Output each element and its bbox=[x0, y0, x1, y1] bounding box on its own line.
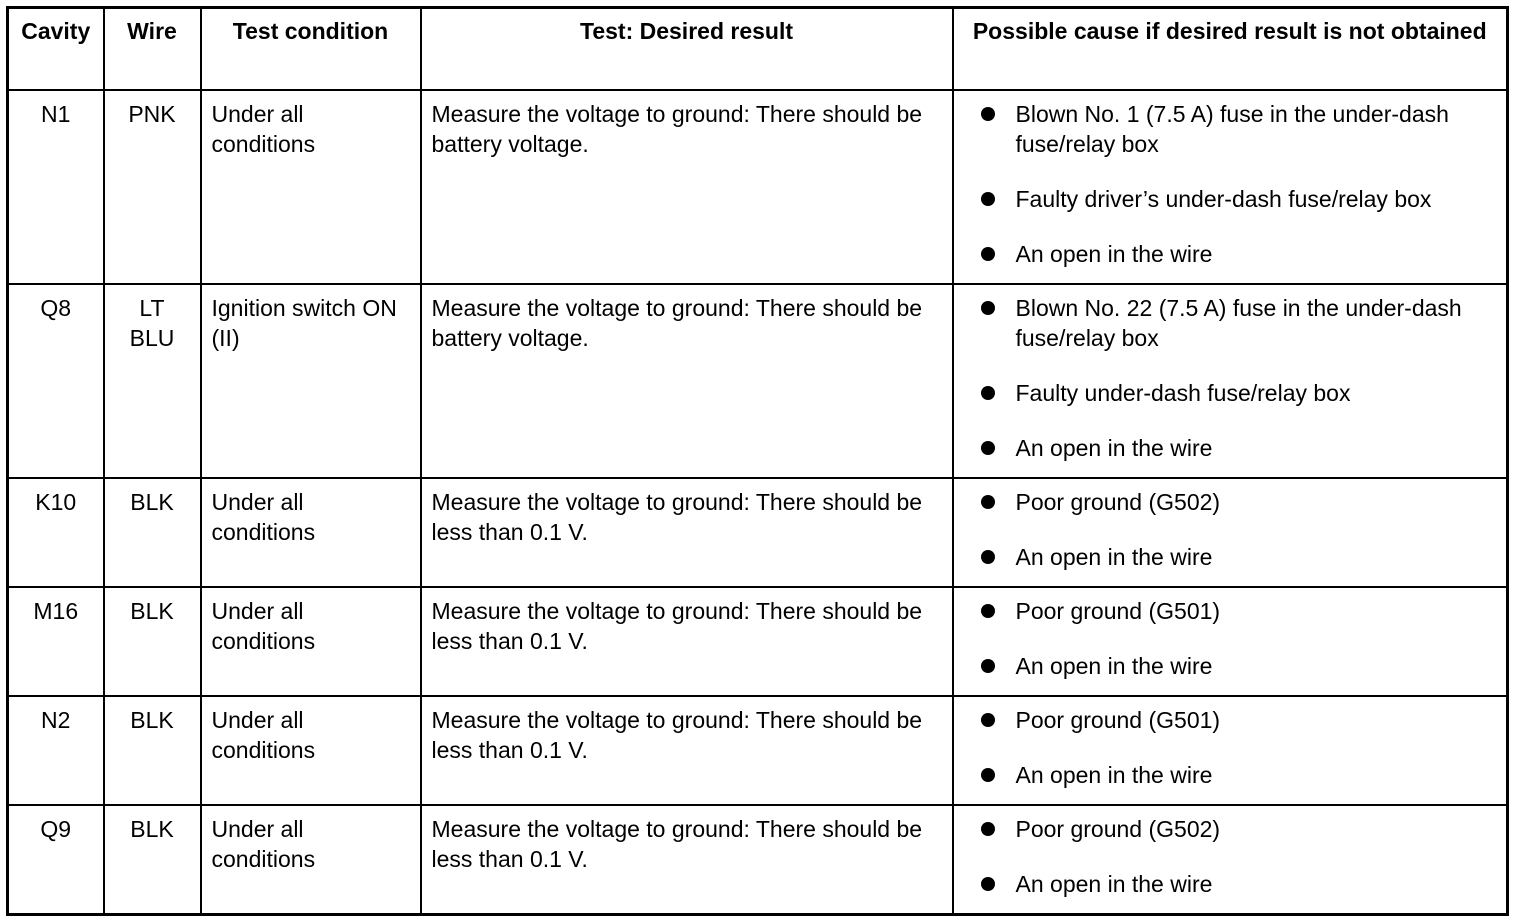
cause-list bbox=[978, 99, 1499, 269]
cause-list bbox=[978, 814, 1499, 899]
cause-item bbox=[978, 293, 1499, 353]
cause-text: An open in the wire bbox=[1015, 871, 1213, 897]
header-test-desired-result: Test: Desired result bbox=[421, 8, 953, 91]
cause-item bbox=[978, 542, 1499, 572]
cause-text: An open in the wire bbox=[1015, 241, 1213, 267]
cell-test-condition: Under all conditions bbox=[201, 696, 421, 805]
cell-test-result: Measure the voltage to ground: There should be less than 0.1 V. bbox=[421, 805, 953, 915]
cause-item bbox=[978, 869, 1499, 899]
cause-list bbox=[978, 487, 1499, 572]
cause-text: An open in the wire bbox=[1015, 653, 1213, 679]
table-row bbox=[8, 284, 1508, 478]
cause-item bbox=[978, 99, 1499, 159]
table-body bbox=[8, 90, 1508, 915]
bullet-icon bbox=[981, 386, 995, 400]
table-row bbox=[8, 587, 1508, 696]
table-row bbox=[8, 805, 1508, 915]
cause-item bbox=[978, 239, 1499, 269]
bullet-icon bbox=[981, 659, 995, 673]
cell-possible-causes bbox=[953, 805, 1508, 915]
cause-text: Poor ground (G502) bbox=[1015, 816, 1221, 842]
cell-test-result: Measure the voltage to ground: There should be less than 0.1 V. bbox=[421, 587, 953, 696]
cell-cavity: K10 bbox=[8, 478, 104, 587]
bullet-icon bbox=[981, 441, 995, 455]
cause-text: Poor ground (G501) bbox=[1015, 598, 1221, 624]
cell-test-condition: Under all conditions bbox=[201, 478, 421, 587]
cell-possible-causes bbox=[953, 478, 1508, 587]
cell-wire: LT BLU bbox=[104, 284, 201, 478]
cell-possible-causes bbox=[953, 90, 1508, 284]
bullet-icon bbox=[981, 247, 995, 261]
cause-item bbox=[978, 814, 1499, 844]
cause-item bbox=[978, 760, 1499, 790]
cell-test-condition: Ignition switch ON (II) bbox=[201, 284, 421, 478]
cause-item bbox=[978, 433, 1499, 463]
cell-test-condition: Under all conditions bbox=[201, 90, 421, 284]
cause-text: Faulty under-dash fuse/relay box bbox=[1015, 380, 1351, 406]
bullet-icon bbox=[981, 107, 995, 121]
cell-wire: BLK bbox=[104, 805, 201, 915]
table-row bbox=[8, 478, 1508, 587]
cell-test-result: Measure the voltage to ground: There should be battery voltage. bbox=[421, 284, 953, 478]
bullet-icon bbox=[981, 192, 995, 206]
bullet-icon bbox=[981, 550, 995, 564]
cause-text: An open in the wire bbox=[1015, 544, 1213, 570]
cause-item bbox=[978, 487, 1499, 517]
cell-wire: PNK bbox=[104, 90, 201, 284]
diagnostic-table-container bbox=[6, 6, 1506, 916]
bullet-icon bbox=[981, 877, 995, 891]
cause-item bbox=[978, 378, 1499, 408]
header-cavity: Cavity bbox=[8, 8, 104, 91]
cell-wire: BLK bbox=[104, 478, 201, 587]
cause-text: Poor ground (G502) bbox=[1015, 489, 1221, 515]
cell-possible-causes bbox=[953, 284, 1508, 478]
cell-possible-causes bbox=[953, 587, 1508, 696]
table-row bbox=[8, 90, 1508, 284]
cell-cavity: N1 bbox=[8, 90, 104, 284]
cell-cavity: Q8 bbox=[8, 284, 104, 478]
diagnostic-table bbox=[6, 6, 1509, 916]
cell-wire: BLK bbox=[104, 587, 201, 696]
header-row bbox=[8, 8, 1508, 91]
table-header bbox=[8, 8, 1508, 91]
cell-cavity: Q9 bbox=[8, 805, 104, 915]
bullet-icon bbox=[981, 301, 995, 315]
bullet-icon bbox=[981, 713, 995, 727]
cause-item bbox=[978, 651, 1499, 681]
cause-text: An open in the wire bbox=[1015, 762, 1213, 788]
cell-test-result: Measure the voltage to ground: There should be battery voltage. bbox=[421, 90, 953, 284]
cell-test-result: Measure the voltage to ground: There should be less than 0.1 V. bbox=[421, 696, 953, 805]
cause-item bbox=[978, 184, 1499, 214]
bullet-icon bbox=[981, 822, 995, 836]
cell-test-result: Measure the voltage to ground: There should be less than 0.1 V. bbox=[421, 478, 953, 587]
cause-list bbox=[978, 596, 1499, 681]
bullet-icon bbox=[981, 495, 995, 509]
cause-text: Blown No. 22 (7.5 A) fuse in the under-dash fuse/relay box bbox=[1015, 295, 1462, 351]
cell-wire: BLK bbox=[104, 696, 201, 805]
cell-test-condition: Under all conditions bbox=[201, 587, 421, 696]
cell-cavity: N2 bbox=[8, 696, 104, 805]
cause-text: Blown No. 1 (7.5 A) fuse in the under-dash fuse/relay box bbox=[1015, 101, 1449, 157]
cell-test-condition: Under all conditions bbox=[201, 805, 421, 915]
bullet-icon bbox=[981, 604, 995, 618]
bullet-icon bbox=[981, 768, 995, 782]
cause-text: Faulty driver’s under-dash fuse/relay box bbox=[1015, 186, 1432, 212]
cause-text: Poor ground (G501) bbox=[1015, 707, 1221, 733]
cell-possible-causes bbox=[953, 696, 1508, 805]
cause-list bbox=[978, 293, 1499, 463]
cause-list bbox=[978, 705, 1499, 790]
cause-item bbox=[978, 596, 1499, 626]
cause-text: An open in the wire bbox=[1015, 435, 1213, 461]
header-possible-cause: Possible cause if desired result is not obtained bbox=[953, 8, 1508, 91]
cause-item bbox=[978, 705, 1499, 735]
table-row bbox=[8, 696, 1508, 805]
header-wire: Wire bbox=[104, 8, 201, 91]
cell-cavity: M16 bbox=[8, 587, 104, 696]
header-test-condition: Test condition bbox=[201, 8, 421, 91]
